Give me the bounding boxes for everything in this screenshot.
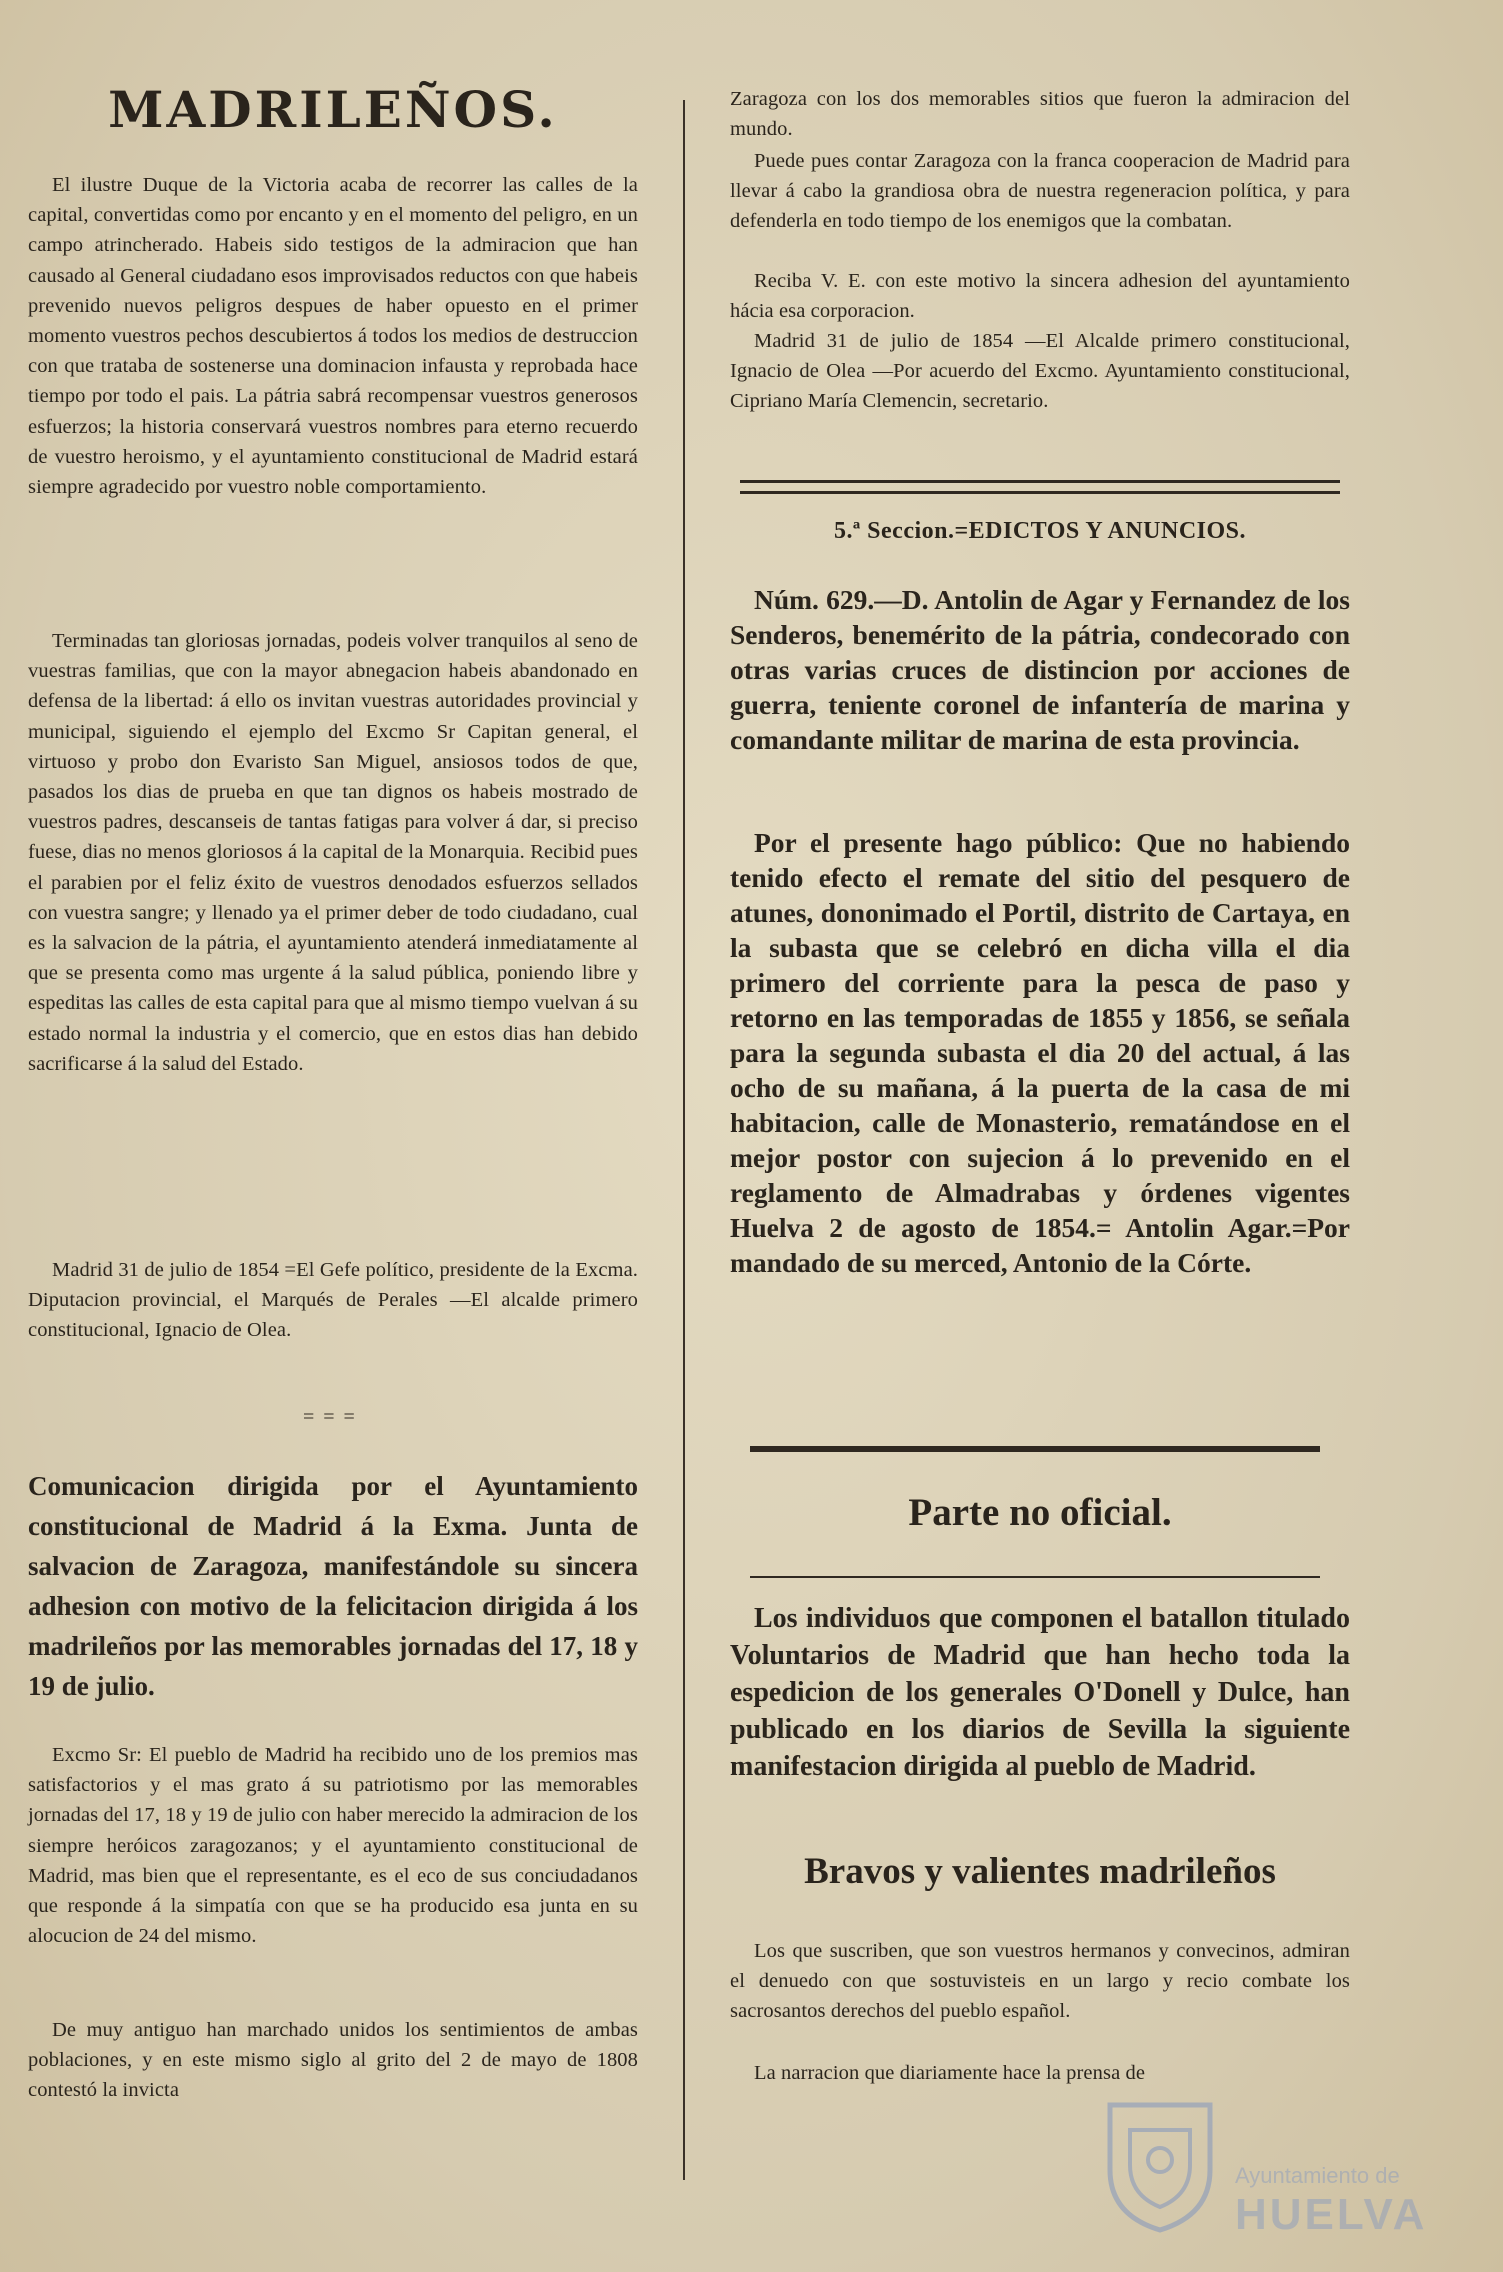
crest-icon [1095, 2085, 1225, 2235]
edict-body: Por el presente hago público: Que no habiendo tenido efecto el remate del sitio del pesquero de atunes, dononimado el Portil, distrito de Cartaya, en la subasta que se celebró en dicha villa el dia primero del corriente para la pesca de paso y retorno en las temporadas de 1855 y 1856, se señala para la segunda subasta el dia 20 del actual, á las ocho de su mañana, á la puerta de la casa de mi habitacion, calle de Monasterio, rematándose en el mejor postor con sujecion á lo prevenido en el reglamento de Almadrabas y órdenes vigentes Huelva 2 de agosto de 1854.= Antolin Agar.=Por mandado de su merced, Antonio de la Córte. [730, 827, 1350, 1278]
paragraph: Zaragoza con los dos memorables sitios que fueron la admiracion del mundo. [730, 88, 1350, 141]
paragraph: Reciba V. E. con este motivo la sincera adhesion del ayuntamiento hácia esa corporacion. [730, 270, 1350, 323]
paragraph: Los que suscriben, que son vuestros hermanos y convecinos, admiran el denuedo con que sostuvisteis en un largo y recio combate los sacrosantos derechos del pueblo español. [730, 1940, 1350, 2023]
paragraph: Puede pues contar Zaragoza con la franca cooperacion de Madrid para llevar á cabo la grandiosa obra de nuestra regeneracion política, y para defenderla en todo tiempo de los enemigos que la combatan. [730, 150, 1350, 233]
section-heading: 5.ª Seccion.=EDICTOS Y ANUNCIOS. [833, 518, 1247, 544]
watermark [1095, 2085, 1435, 2245]
column-divider [683, 100, 685, 2180]
paragraph: La narracion que diariamente hace la prensa de [754, 2062, 1146, 2084]
paragraph: Excmo Sr: El pueblo de Madrid ha recibido uno de los premios mas satisfactorios y el mas grato á su patriotismo por las memorables jornadas del 17, 18 y 19 de julio con haber merecido la admiracion de los siempre heróicos zaragozanos; y el ayuntamiento constitucional de Madrid, mas bien que el representante, es el eco de sus conciudadanos que responde á la simpatía con que se ha producido esa junta en su alocucion de 24 del mismo. [28, 1744, 638, 1948]
section-rule [750, 1446, 1320, 1452]
article-title: Comunicacion dirigida por el Ayuntamiento constitucional de Madrid á la Exma. Junta de salvacion de Zaragoza, manifestándole su sincera adhesion con motivo de la felicitacion dirigida á los madrileños por las memorables jornadas del 17, 18 y 19 de julio. [28, 1471, 638, 1701]
signature-paragraph: Madrid 31 de julio de 1854 —El Alcalde primero constitucional, Ignacio de Olea —Por acuerdo del Excmo. Ayuntamiento constitucional, Cipriano María Clemencin, secretario. [730, 330, 1350, 413]
watermark-line1: Ayuntamiento de [1235, 2163, 1400, 2188]
watermark-line2: HUELVA [1235, 2190, 1428, 2239]
masthead-title: MADRILEÑOS. [108, 80, 558, 139]
article-heading: Bravos y valientes madrileños [804, 1851, 1276, 1892]
paragraph: De muy antiguo han marchado unidos los sentimientos de ambas poblaciones, y en este mismo siglo al grito del 2 de mayo de 1808 contestó la invicta [28, 2019, 638, 2102]
separator: = = = [303, 1406, 357, 1428]
paragraph: El ilustre Duque de la Victoria acaba de recorrer las calles de la capital, convertidas como por encanto y en el momento del peligro, en un campo atrincherado. Habeis sido testigos de la admiracion que han causado al General ciudadano esos improvisados reductos con que habeis prevenido nuevos peligros despues de haber opuesto en el primer momento vuestros pechos descubiertos á todos los medios de destruccion con que trataba de sostenerse una dominacion infausta y reprobada hace tiempo por todo el pais. La pátria sabrá recompensar vuestros generosos esfuerzos; la historia conservará vuestros nombres para eterno recuerdo de vuestro heroismo, y el ayuntamiento constitucional de Madrid estará siempre agradecido por vuestro noble comportamiento. [28, 174, 638, 499]
signature-paragraph: Madrid 31 de julio de 1854 =El Gefe político, presidente de la Excma. Diputacion provincial, el Marqués de Perales —El alcalde primero constitucional, Ignacio de Olea. [28, 1259, 638, 1342]
paragraph: Terminadas tan gloriosas jornadas, podeis volver tranquilos al seno de vuestras familias, que con la mayor abnegacion habeis abandonado en defensa de la libertad: á ello os invitan vuestras autoridades provincial y municipal, siguiendo el ejemplo del Excmo Sr Capitan general, el virtuoso y probo don Evaristo San Miguel, ansiosos todos de que, pasados los dias de prueba en que tan dignos os habeis mostrado de vuestros padres, descanseis de tantas fatigas para volver á dar, si preciso fuese, dias no menos gloriosos á la capital de la Monarquia. Recibid pues el parabien por el feliz éxito de vuestros denodados esfuerzos sellados con vuestra sangre; y llenado ya el primer deber de todo ciudadano, cual es la salvacion de la pátria, el ayuntamiento atenderá inmediatamente al que se presenta como mas urgente á la salud pública, poniendo libre y espeditas las calles de esta capital para que al mismo tiempo vuelvan á su estado normal la industria y el comercio, que en estos dias han debido sacrificarse á la salud del Estado. [28, 630, 638, 1075]
edict-heading: Núm. 629.—D. Antolin de Agar y Fernandez de los Senderos, benemérito de la pátria, condecorado con otras varias cruces de distincion por acciones de guerra, teniente coronel de infantería de marina y comandante militar de marina de esta provincia. [730, 584, 1350, 755]
paragraph: Los individuos que componen el batallon titulado Voluntarios de Madrid que han hecho toda la espedicion de los generales O'Donell y Dulce, han publicado en los diarios de Sevilla la siguiente manifestacion dirigida al pueblo de Madrid. [730, 1603, 1350, 1782]
section-title: Parte no oficial. [908, 1491, 1172, 1534]
rule [750, 1576, 1320, 1578]
double-rule [740, 480, 1340, 494]
